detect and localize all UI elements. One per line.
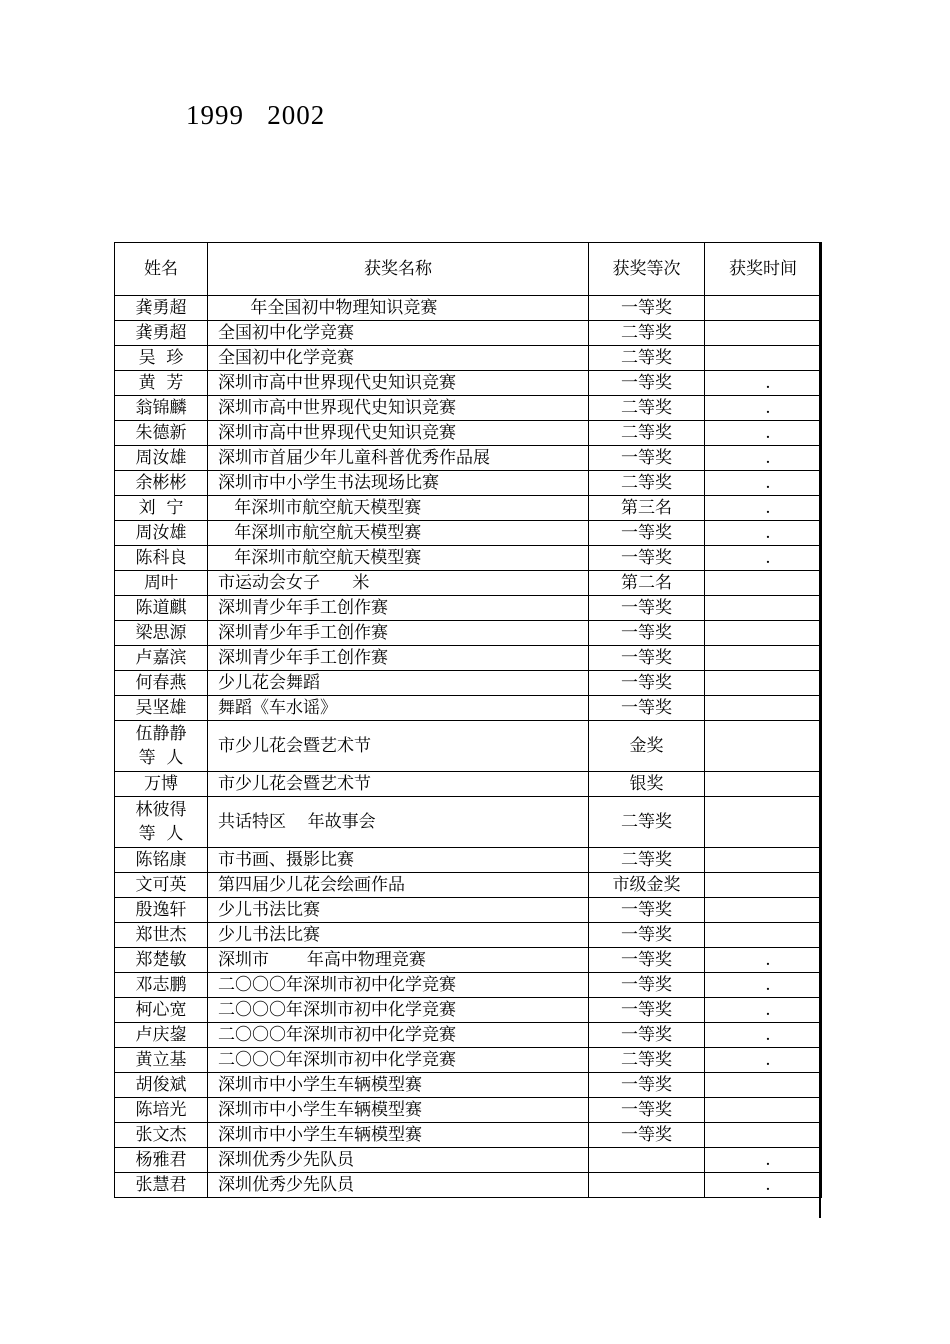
name-cell: 邓志鹏 xyxy=(115,973,208,998)
table-row xyxy=(115,1073,822,1098)
awards-table xyxy=(114,242,822,1198)
award-cell: 少儿花会舞蹈 xyxy=(208,671,589,696)
table-row xyxy=(115,1148,822,1173)
level-cell: 一等奖 xyxy=(589,621,705,646)
name-cell: 周叶 xyxy=(115,571,208,596)
header-name: 姓名 xyxy=(115,243,208,296)
time-cell: . xyxy=(705,1173,822,1198)
level-cell: 二等奖 xyxy=(589,1048,705,1073)
time-cell: . xyxy=(705,471,822,496)
time-cell xyxy=(705,646,822,671)
table-row xyxy=(115,471,822,496)
time-cell xyxy=(705,1098,822,1123)
time-cell xyxy=(705,1123,822,1148)
name-cell: 龚勇超 xyxy=(115,296,208,321)
name-cell: 吴坚雄 xyxy=(115,696,208,721)
table-row xyxy=(115,1023,822,1048)
level-cell: 银奖 xyxy=(589,772,705,797)
award-cell: 深圳青少年手工创作赛 xyxy=(208,621,589,646)
name-cell: 朱德新 xyxy=(115,421,208,446)
time-cell: . xyxy=(705,1048,822,1073)
time-cell: . xyxy=(705,948,822,973)
table-row xyxy=(115,596,822,621)
name-cell: 刘 宁 xyxy=(115,496,208,521)
time-cell xyxy=(705,848,822,873)
table-row xyxy=(115,621,822,646)
name-cell: 张文杰 xyxy=(115,1123,208,1148)
table-row xyxy=(115,1173,822,1198)
time-cell xyxy=(705,923,822,948)
time-cell xyxy=(705,1073,822,1098)
level-cell: 一等奖 xyxy=(589,296,705,321)
time-cell: . xyxy=(705,396,822,421)
table-row xyxy=(115,296,822,321)
table-row xyxy=(115,396,822,421)
name-cell: 何春燕 xyxy=(115,671,208,696)
table-row xyxy=(115,1048,822,1073)
level-cell: 一等奖 xyxy=(589,1073,705,1098)
time-cell xyxy=(705,321,822,346)
level-cell: 一等奖 xyxy=(589,646,705,671)
award-cell: 年深圳市航空航天模型赛 xyxy=(208,496,589,521)
time-cell: . xyxy=(705,371,822,396)
award-cell: 年深圳市航空航天模型赛 xyxy=(208,546,589,571)
award-cell: 深圳优秀少先队员 xyxy=(208,1173,589,1198)
award-cell: 年深圳市航空航天模型赛 xyxy=(208,521,589,546)
award-cell: 深圳市 年高中物理竞赛 xyxy=(208,948,589,973)
award-cell: 年全国初中物理知识竞赛 xyxy=(208,296,589,321)
level-cell: 一等奖 xyxy=(589,948,705,973)
award-cell: 全国初中化学竞赛 xyxy=(208,346,589,371)
name-cell: 翁锦麟 xyxy=(115,396,208,421)
table-row xyxy=(115,646,822,671)
level-cell xyxy=(589,1173,705,1198)
table-row xyxy=(115,797,822,848)
award-cell: 二〇〇〇年深圳市初中化学竞赛 xyxy=(208,1048,589,1073)
level-cell: 市级金奖 xyxy=(589,873,705,898)
level-cell: 一等奖 xyxy=(589,898,705,923)
level-cell: 金奖 xyxy=(589,721,705,772)
time-cell: . xyxy=(705,1148,822,1173)
time-cell xyxy=(705,721,822,772)
time-cell xyxy=(705,873,822,898)
time-cell: . xyxy=(705,1023,822,1048)
level-cell: 二等奖 xyxy=(589,848,705,873)
level-cell: 一等奖 xyxy=(589,671,705,696)
level-cell: 二等奖 xyxy=(589,797,705,848)
level-cell: 一等奖 xyxy=(589,521,705,546)
time-cell xyxy=(705,797,822,848)
time-cell xyxy=(705,898,822,923)
award-cell: 少儿书法比赛 xyxy=(208,923,589,948)
header-level: 获奖等次 xyxy=(589,243,705,296)
table-row xyxy=(115,446,822,471)
name-cell: 陈培光 xyxy=(115,1098,208,1123)
table-row xyxy=(115,321,822,346)
table-row xyxy=(115,948,822,973)
table-right-border xyxy=(819,242,821,1218)
level-cell: 二等奖 xyxy=(589,421,705,446)
header-time: 获奖时间 xyxy=(705,243,822,296)
table-row xyxy=(115,848,822,873)
level-cell xyxy=(589,1148,705,1173)
award-cell: 深圳优秀少先队员 xyxy=(208,1148,589,1173)
table-row xyxy=(115,923,822,948)
level-cell: 一等奖 xyxy=(589,1098,705,1123)
time-cell xyxy=(705,772,822,797)
level-cell: 一等奖 xyxy=(589,998,705,1023)
name-cell: 吴 珍 xyxy=(115,346,208,371)
name-cell: 周汝雄 xyxy=(115,521,208,546)
level-cell: 二等奖 xyxy=(589,346,705,371)
award-cell: 深圳市中小学生书法现场比赛 xyxy=(208,471,589,496)
table-body xyxy=(115,296,822,1198)
table-row xyxy=(115,1098,822,1123)
award-cell: 市运动会女子 米 xyxy=(208,571,589,596)
time-cell: . xyxy=(705,973,822,998)
award-cell: 市书画、摄影比赛 xyxy=(208,848,589,873)
table-row xyxy=(115,721,822,772)
table-row xyxy=(115,873,822,898)
level-cell: 一等奖 xyxy=(589,596,705,621)
time-cell xyxy=(705,696,822,721)
time-cell: . xyxy=(705,521,822,546)
level-cell: 一等奖 xyxy=(589,546,705,571)
award-cell: 深圳市中小学生车辆模型赛 xyxy=(208,1073,589,1098)
time-cell: . xyxy=(705,546,822,571)
table-row xyxy=(115,973,822,998)
name-cell: 郑楚敏 xyxy=(115,948,208,973)
time-cell: . xyxy=(705,496,822,521)
name-cell: 卢庆鋆 xyxy=(115,1023,208,1048)
table-row xyxy=(115,696,822,721)
table-row xyxy=(115,998,822,1023)
time-cell: . xyxy=(705,998,822,1023)
award-cell: 少儿书法比赛 xyxy=(208,898,589,923)
level-cell: 一等奖 xyxy=(589,1023,705,1048)
name-cell: 周汝雄 xyxy=(115,446,208,471)
level-cell: 一等奖 xyxy=(589,973,705,998)
time-cell xyxy=(705,346,822,371)
name-cell: 柯心宽 xyxy=(115,998,208,1023)
award-cell: 深圳市高中世界现代史知识竞赛 xyxy=(208,396,589,421)
time-cell xyxy=(705,671,822,696)
table-row xyxy=(115,521,822,546)
award-cell: 深圳青少年手工创作赛 xyxy=(208,596,589,621)
name-cell: 陈道麒 xyxy=(115,596,208,621)
level-cell: 二等奖 xyxy=(589,396,705,421)
award-cell: 全国初中化学竞赛 xyxy=(208,321,589,346)
name-cell: 陈铭康 xyxy=(115,848,208,873)
name-cell: 殷逸轩 xyxy=(115,898,208,923)
name-cell: 梁思源 xyxy=(115,621,208,646)
level-cell: 第三名 xyxy=(589,496,705,521)
name-cell: 杨雅君 xyxy=(115,1148,208,1173)
level-cell: 一等奖 xyxy=(589,446,705,471)
table-row xyxy=(115,772,822,797)
award-cell: 市少儿花会暨艺术节 xyxy=(208,721,589,772)
award-cell: 深圳市中小学生车辆模型赛 xyxy=(208,1098,589,1123)
table-row xyxy=(115,546,822,571)
name-cell: 林彼得 等 人 xyxy=(115,797,208,848)
level-cell: 一等奖 xyxy=(589,371,705,396)
level-cell: 一等奖 xyxy=(589,923,705,948)
name-cell: 黄 芳 xyxy=(115,371,208,396)
table-row xyxy=(115,571,822,596)
award-cell: 深圳市高中世界现代史知识竞赛 xyxy=(208,421,589,446)
table-row xyxy=(115,671,822,696)
table-row xyxy=(115,496,822,521)
name-cell: 伍静静 等 人 xyxy=(115,721,208,772)
table-row xyxy=(115,346,822,371)
level-cell: 二等奖 xyxy=(589,471,705,496)
level-cell: 第二名 xyxy=(589,571,705,596)
table-row xyxy=(115,371,822,396)
name-cell: 胡俊斌 xyxy=(115,1073,208,1098)
award-cell: 深圳市首届少年儿童科普优秀作品展 xyxy=(208,446,589,471)
name-cell: 陈科良 xyxy=(115,546,208,571)
header-award: 获奖名称 xyxy=(208,243,589,296)
level-cell: 二等奖 xyxy=(589,321,705,346)
name-cell: 余彬彬 xyxy=(115,471,208,496)
award-cell: 深圳青少年手工创作赛 xyxy=(208,646,589,671)
table-row xyxy=(115,421,822,446)
level-cell: 一等奖 xyxy=(589,696,705,721)
name-cell: 黄立基 xyxy=(115,1048,208,1073)
page-heading: 1999 2002 xyxy=(186,100,326,130)
award-cell: 市少儿花会暨艺术节 xyxy=(208,772,589,797)
table-row xyxy=(115,898,822,923)
time-cell xyxy=(705,296,822,321)
name-cell: 万博 xyxy=(115,772,208,797)
award-cell: 二〇〇〇年深圳市初中化学竞赛 xyxy=(208,1023,589,1048)
time-cell xyxy=(705,596,822,621)
award-cell: 深圳市中小学生车辆模型赛 xyxy=(208,1123,589,1148)
award-cell: 二〇〇〇年深圳市初中化学竞赛 xyxy=(208,998,589,1023)
name-cell: 文可英 xyxy=(115,873,208,898)
name-cell: 张慧君 xyxy=(115,1173,208,1198)
name-cell: 龚勇超 xyxy=(115,321,208,346)
level-cell: 一等奖 xyxy=(589,1123,705,1148)
award-cell: 舞蹈《车水谣》 xyxy=(208,696,589,721)
table-row xyxy=(115,1123,822,1148)
table-header-row xyxy=(115,243,822,296)
award-cell: 深圳市高中世界现代史知识竞赛 xyxy=(208,371,589,396)
award-cell: 第四届少儿花会绘画作品 xyxy=(208,873,589,898)
award-cell: 共话特区 年故事会 xyxy=(208,797,589,848)
time-cell: . xyxy=(705,446,822,471)
time-cell xyxy=(705,571,822,596)
name-cell: 郑世杰 xyxy=(115,923,208,948)
time-cell xyxy=(705,621,822,646)
time-cell: . xyxy=(705,421,822,446)
name-cell: 卢嘉滨 xyxy=(115,646,208,671)
award-cell: 二〇〇〇年深圳市初中化学竞赛 xyxy=(208,973,589,998)
